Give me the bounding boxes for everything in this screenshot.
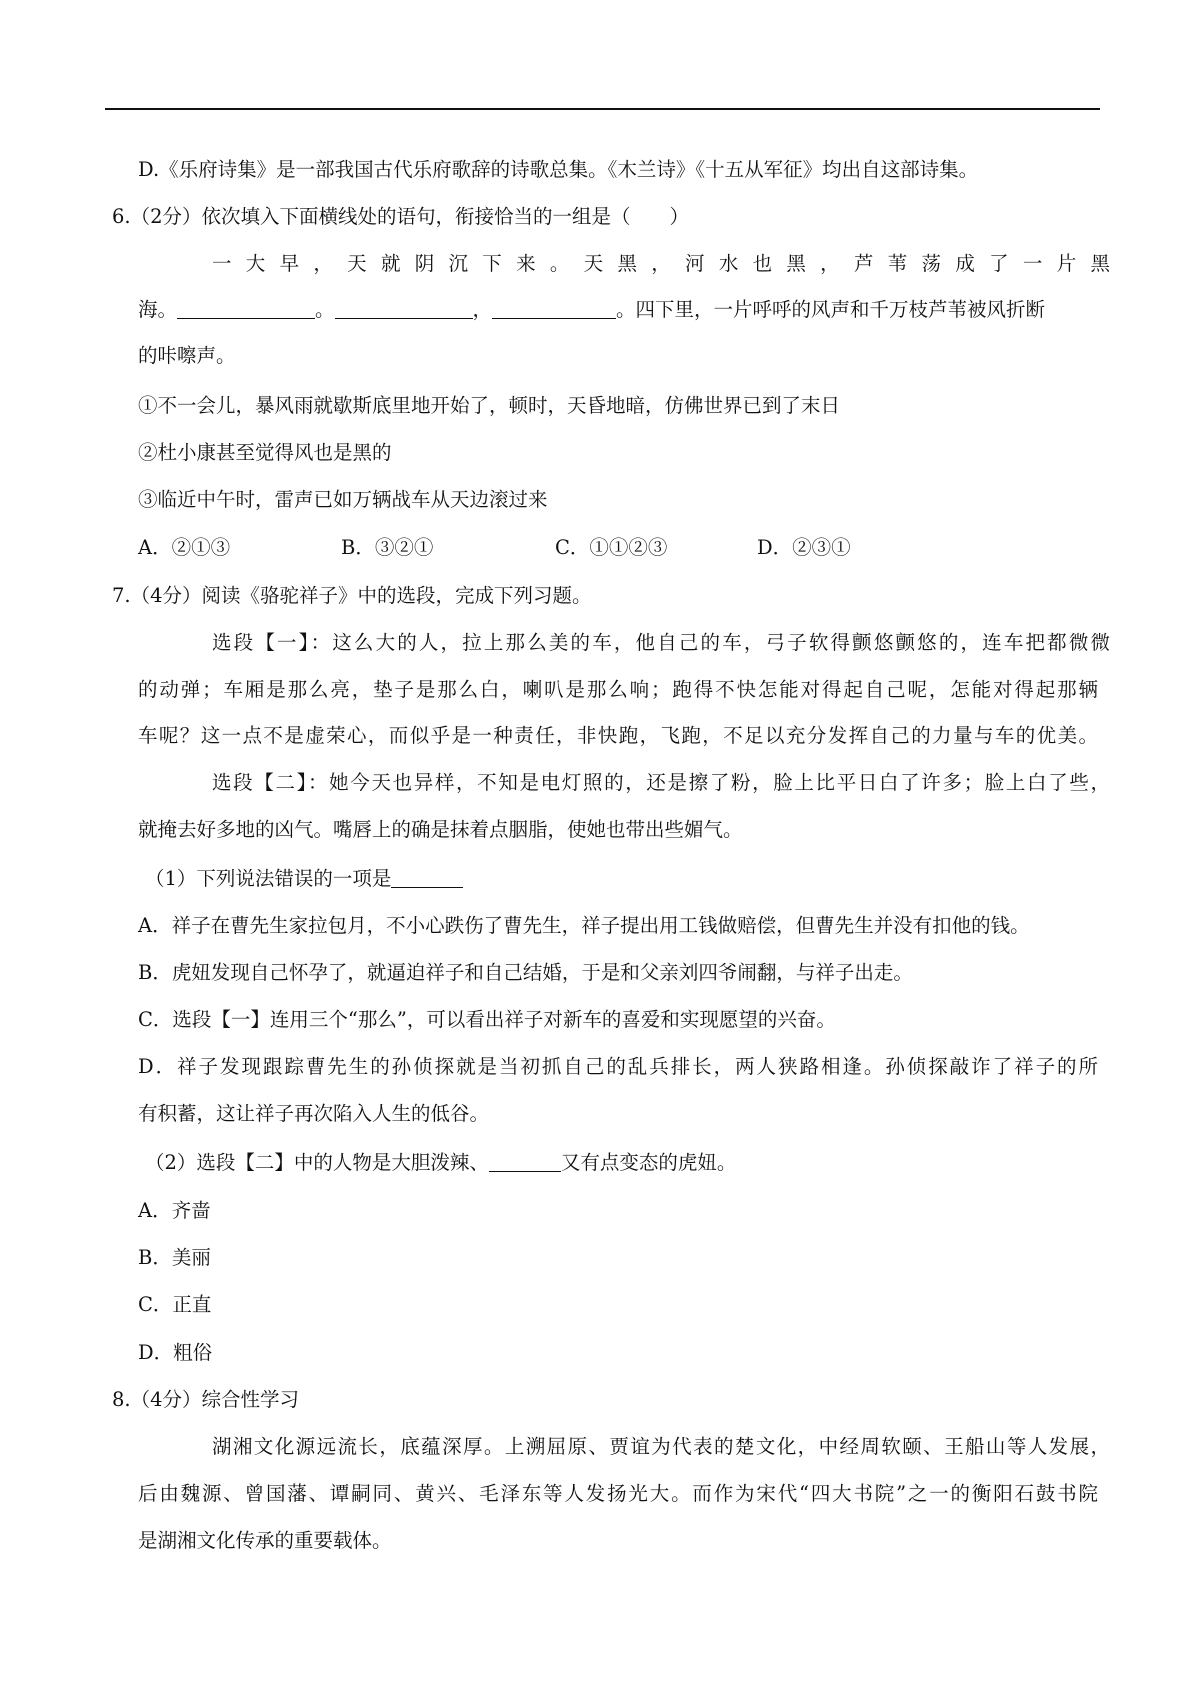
q8-passage-line-1: 湖湘文化源远流长，底蕴深厚。上溯屈原、贾谊为代表的楚文化，中经周软颐、王船山等人发展， [212,1435,1110,1458]
header-rule [105,108,1100,110]
q7-2-stem-text-b: 又有点变态的虎妞。 [560,1151,737,1174]
q7-1-stem [145,866,463,892]
q7-2-stem-text-a: （2）选段【二】中的人物是大胆泼辣、 [145,1151,489,1174]
q6-sentence-3: ③临近中午时，雷声已如万辆战车从天边滚过来 [138,488,548,511]
q6-passage-text-c: ， [472,298,493,321]
q6-passage-line-1: 一大早，天就阴沉下来。天黑，河水也黑，芦苇荡成了一片黑 [212,252,1110,275]
q6-passage-line-2 [138,297,1045,323]
q6-passage-text-a: 海。 [138,298,178,321]
q7-2-option-b: B．美丽 [138,1246,211,1269]
q6-blank-2 [335,298,473,319]
q6-passage-line-3: 的咔嚓声。 [138,344,236,367]
q7-2-blank [489,1151,561,1172]
q6-stem: 6.（2分）依次填入下面横线处的语句，衔接恰当的一组是（ ） [112,205,690,228]
q6-blank-1 [177,298,315,319]
q7-1-option-c: C．选段【一】连用三个“那么”，可以看出祥子对新车的喜爱和实现愿望的兴奋。 [138,1008,836,1031]
q6-option-c: C．①①②③ [555,536,668,559]
q7-passage2-line-2: 就掩去好多地的凶气。嘴唇上的确是抹着点胭脂，使她也带出些媚气。 [138,818,743,841]
q8-stem: 8.（4分）综合性学习 [112,1388,300,1411]
q6-option-b: B．③②① [341,536,434,559]
q7-1-stem-text: （1）下列说法错误的一项是 [145,867,392,890]
q7-2-option-a: A．齐啬 [138,1199,211,1222]
q7-1-option-d-line-1: D．祥子发现跟踪曹先生的孙侦探就是当初抓自己的乱兵排长，两人狭路相逢。孙侦探敲诈了祥子的所 [138,1055,1098,1078]
q5-option-d: D.《乐府诗集》是一部我国古代乐府歌辞的诗歌总集。《木兰诗》《十五从军征》均出自这部诗集。 [138,158,979,181]
q7-2-option-d: D．粗俗 [138,1341,213,1364]
q7-passage1-line-3: 车呢？这一点不是虚荣心，而似乎是一种责任，非快跑，飞跑，不足以充分发挥自己的力量与车的优美。 [138,724,1098,747]
q7-2-option-c: C．正直 [138,1293,212,1316]
q8-passage-line-3: 是湖湘文化传承的重要载体。 [138,1529,392,1552]
q6-sentence-2: ②杜小康甚至觉得风也是黑的 [138,441,392,464]
q8-passage-line-2: 后由魏源、曾国藩、谭嗣同、黄兴、毛泽东等人发扬光大。而作为宋代“四大书院”之一的衡阳石鼓书院 [138,1482,1098,1505]
q7-passage1-line-2: 的动弹；车厢是那么亮，垫子是那么白，喇叭是那么响；跑得不快怎能对得起自己呢，怎能对得起那辆 [138,678,1098,701]
q7-stem: 7.（4分）阅读《骆驼祥子》中的选段，完成下列习题。 [112,584,592,607]
q7-1-option-a: A．祥子在曹先生家拉包月，不小心跌伤了曹先生，祥子提出用工钱做赔偿，但曹先生并没有扣他的钱。 [138,914,1030,937]
q7-passage1-line-1: 选段【一】：这么大的人，拉上那么美的车，他自己的车，弓子软得颤悠颤悠的，连车把都微微 [212,631,1110,654]
q7-passage2-line-1: 选段【二】：她今天也异样，不知是电灯照的，还是擦了粉，脸上比平日白了许多；脸上白了些， [212,771,1110,794]
q6-passage-text-d: 。四下里，一片呼呼的风声和千万枝芦苇被风折断 [616,298,1046,321]
q6-passage-text-b: 。 [315,298,335,321]
q7-1-option-d-line-2: 有积蓄，这让祥子再次陷入人生的低谷。 [138,1102,490,1125]
q7-2-stem [145,1150,736,1176]
q6-option-a: A．②①③ [138,536,231,559]
q6-option-d: D．②③① [757,536,851,559]
q7-1-option-b: B．虎妞发现自己怀孕了，就逼迫祥子和自己结婚，于是和父亲刘四爷闹翻，与祥子出走。 [138,961,913,984]
q7-1-blank [391,867,463,888]
q6-blank-3 [492,298,616,319]
q6-sentence-1: ①不一会儿，暴风雨就歇斯底里地开始了，顿时，天昏地暗，仿佛世界已到了末日 [138,394,841,417]
